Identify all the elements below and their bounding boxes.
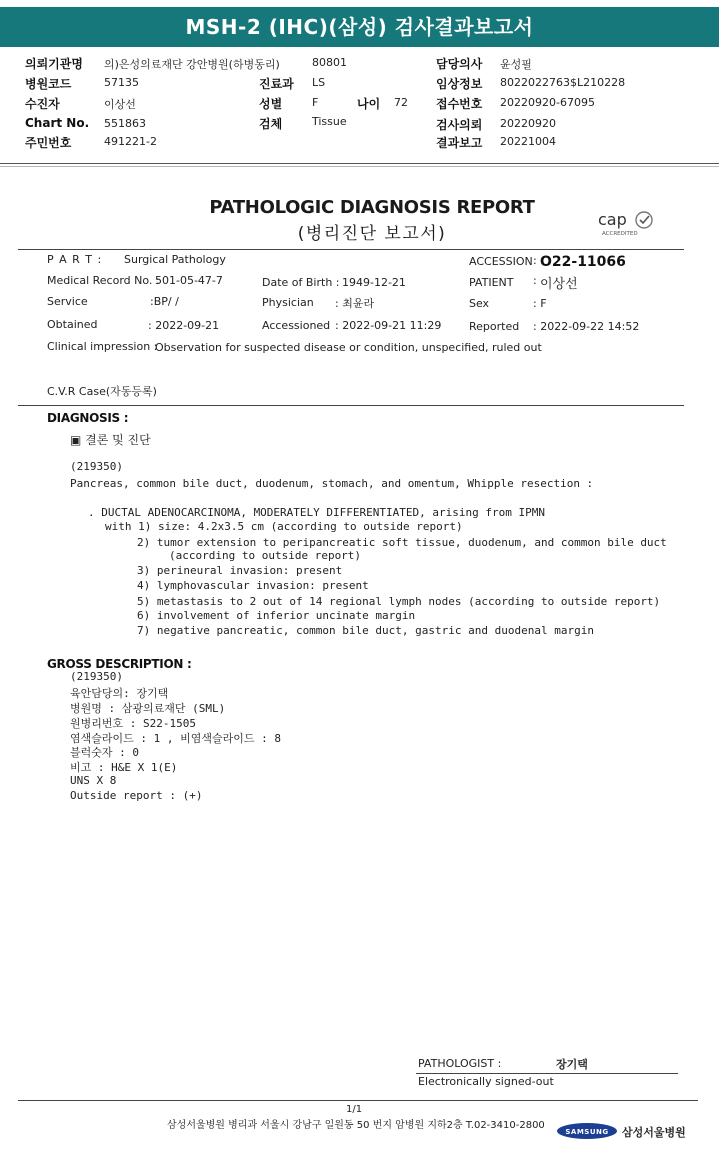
diagnosis-line: 6) involvement of inferior uncinate margin xyxy=(137,609,416,622)
diagnosis-line: 4) lymphovascular invasion: present xyxy=(137,579,369,592)
part-value: Surgical Pathology xyxy=(124,253,226,266)
samsung-logo xyxy=(556,1122,618,1140)
mrn-value: 501-05-47-7 xyxy=(155,274,223,287)
hospital-name: 삼성서울병원 xyxy=(622,1126,686,1139)
value-specimen: Tissue xyxy=(312,115,347,128)
diagnosis-subheading: ▣ 결론 및 진단 xyxy=(70,433,151,447)
header-divider xyxy=(0,163,719,164)
footer-address: 삼성서울병원 병리과 서울시 강남구 일원동 50 번지 암병원 지하2층 T.02-3410-2800 xyxy=(167,1120,545,1131)
patient-colon: : xyxy=(533,274,537,287)
label-specimen: 검체 xyxy=(259,117,283,131)
accession-label: ACCESSION xyxy=(469,255,533,268)
label-attending-doctor: 담당의사 xyxy=(436,57,483,71)
reported-value: : 2022-09-22 14:52 xyxy=(533,320,640,333)
accession-value: O22-11066 xyxy=(540,254,626,270)
value-institution-code: 80801 xyxy=(312,56,347,69)
label-result-report: 결과보고 xyxy=(436,136,483,150)
label-age: 나이 xyxy=(357,97,381,111)
value-chart-no: 551863 xyxy=(104,117,146,130)
pathologist-label: PATHOLOGIST : xyxy=(418,1057,502,1070)
diagnosis-heading: DIAGNOSIS : xyxy=(47,411,129,425)
part-label: P A R T : xyxy=(47,253,103,266)
obtained-value: : 2022-09-21 xyxy=(148,319,220,332)
gross-heading: GROSS DESCRIPTION : xyxy=(47,657,192,671)
report-top-rule xyxy=(18,249,684,250)
value-result-report: 20221004 xyxy=(500,135,556,148)
label-receipt-number: 접수번호 xyxy=(436,97,483,111)
signature-rule xyxy=(416,1073,678,1074)
diagnosis-line: . DUCTAL ADENOCARCINOMA, MODERATELY DIFFERENTIATED, arising from IPMN xyxy=(88,506,545,519)
value-resident-number: 491221-2 xyxy=(104,135,157,148)
diagnosis-line: Pancreas, common bile duct, duodenum, stomach, and omentum, Whipple resection : xyxy=(70,477,594,490)
patient-label: PATIENT xyxy=(469,276,514,289)
obtained-label: Obtained xyxy=(47,318,98,331)
value-age: 72 xyxy=(394,96,408,109)
value-department: LS xyxy=(312,76,326,89)
pathologist-value: 장기택 xyxy=(556,1058,588,1071)
label-sex: 성별 xyxy=(259,97,283,111)
accessioned-value: : 2022-09-21 11:29 xyxy=(335,319,442,332)
diagnosis-line: (219350) xyxy=(70,460,123,473)
gross-line: (219350) xyxy=(70,670,123,683)
diagnosis-line: (according to outside report) xyxy=(169,549,362,562)
value-test-request: 20220920 xyxy=(500,117,556,130)
service-value: :BP/ / xyxy=(150,295,179,308)
label-hospital-code: 병원코드 xyxy=(25,77,72,91)
gross-line: 원병리번호 : S22-1505 xyxy=(70,717,196,730)
physician-label: Physician xyxy=(262,296,314,309)
electronically-signed: Electronically signed-out xyxy=(418,1075,554,1088)
value-hospital-code: 57135 xyxy=(104,76,139,89)
diagnosis-line: 2) tumor extension to peripancreatic soft tissue, duodenum, and common bile duct xyxy=(137,536,667,549)
header-divider-shadow xyxy=(0,166,719,167)
value-clinical-info: 8022022763$L210228 xyxy=(500,76,626,89)
reported-label: Reported xyxy=(469,320,520,333)
label-chart-no: Chart No. xyxy=(25,116,90,130)
physician-value: : 최윤라 xyxy=(335,297,375,310)
patient-value: 이상선 xyxy=(540,277,578,292)
value-patient: 이상선 xyxy=(104,98,136,111)
dob-value: 1949-12-21 xyxy=(342,276,406,289)
footer-rule xyxy=(18,1100,698,1101)
gross-line: 비고 : H&E X 1(E) xyxy=(70,761,178,774)
gross-line: 블럭숫자 : 0 xyxy=(70,746,139,759)
mrn-label: Medical Record No. : xyxy=(47,274,160,287)
label-requesting-institution: 의뢰기관명 xyxy=(25,57,83,71)
cap-accredited-logo xyxy=(596,208,660,238)
cvr-case: C.V.R Case(자동등록) xyxy=(47,385,157,398)
diagnosis-line: 7) negative pancreatic, common bile duct, gastric and duodenal margin xyxy=(137,624,594,637)
accession-colon: : xyxy=(533,254,537,267)
gross-line: 육안담당의: 장기택 xyxy=(70,687,169,700)
label-department: 진료과 xyxy=(259,77,294,91)
banner-title: MSH-2 (IHC)(삼성) 검사결과보고서 xyxy=(185,15,534,39)
value-attending-doctor: 윤성필 xyxy=(500,58,532,71)
gross-line: UNS X 8 xyxy=(70,774,117,787)
label-clinical-info: 임상정보 xyxy=(436,77,483,91)
cap-logo-subtext: ACCREDITED xyxy=(602,231,638,237)
clinical-impression-label: Clinical impression : xyxy=(47,340,158,353)
value-sex: F xyxy=(312,96,319,109)
label-test-request: 검사의뢰 xyxy=(436,118,483,132)
label-patient: 수진자 xyxy=(25,97,60,111)
report-title-en: PATHOLOGIC DIAGNOSIS REPORT xyxy=(209,197,535,218)
value-receipt-number: 20220920-67095 xyxy=(500,96,595,109)
accessioned-label: Accessioned xyxy=(262,319,331,332)
gross-line: 병원명 : 삼광의료재단 (SML) xyxy=(70,702,226,715)
label-resident-number: 주민번호 xyxy=(25,136,72,150)
cap-logo-text: cap xyxy=(598,210,627,229)
value-requesting-institution: 의)은성의료재단 강안병원(하병동리) xyxy=(104,58,280,71)
dob-label: Date of Birth : xyxy=(262,276,340,289)
diagnosis-line: 3) perineural invasion: present xyxy=(137,564,343,577)
gross-line: 염색슬라이드 : 1 , 비염색슬라이드 : 8 xyxy=(70,732,281,745)
gross-line: Outside report : (+) xyxy=(70,789,203,802)
sex-label: Sex xyxy=(469,297,490,310)
sex-value: : F xyxy=(533,297,547,310)
diagnosis-line: with 1) size: 4.2x3.5 cm (according to outside report) xyxy=(105,520,463,533)
diagnosis-rule xyxy=(18,405,684,406)
page-number: 1/1 xyxy=(346,1104,363,1115)
report-title-ko: (병리진단 보고서) xyxy=(297,224,447,244)
service-label: Service xyxy=(47,295,88,308)
diagnosis-line: 5) metastasis to 2 out of 14 regional lymph nodes (according to outside report) xyxy=(137,595,661,608)
clinical-impression-value: Observation for suspected disease or condition, unspecified, ruled out xyxy=(155,341,542,354)
samsung-logo-text: SAMSUNG xyxy=(565,1128,609,1136)
